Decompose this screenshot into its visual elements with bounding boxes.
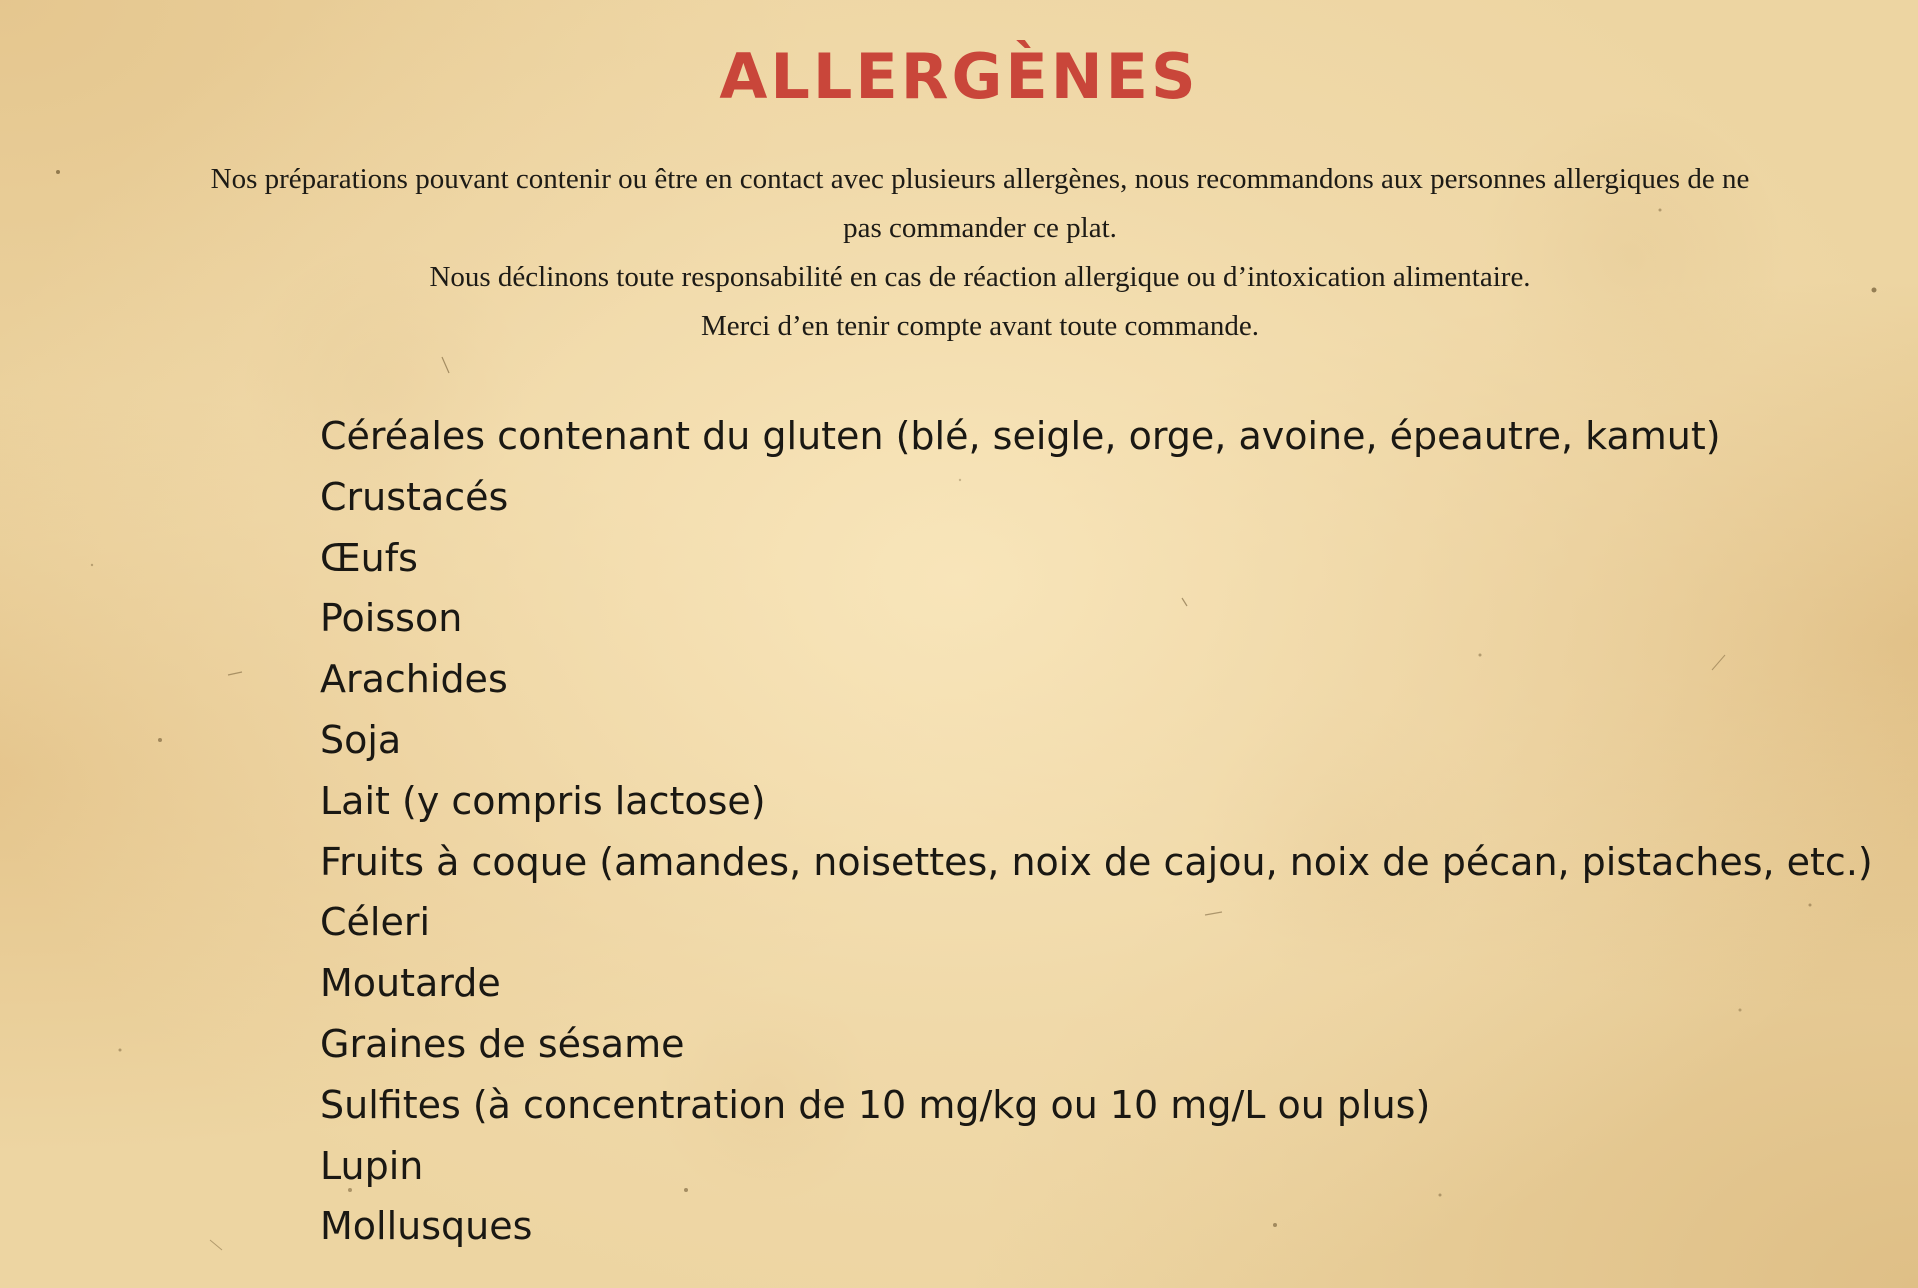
allergen-item-soy: Soja <box>320 717 402 762</box>
notice-line-1: Nos préparations pouvant contenir ou être en contact avec plusieurs allergènes, nous recommandons aux personnes allergiques de ne pas commander ce plat. <box>210 163 1750 244</box>
allergen-item-mustard: Moutarde <box>320 961 501 1006</box>
page-title: ALLERGÈNES <box>719 40 1199 113</box>
notice-line-3: Merci d’en tenir compte avant toute commande. <box>700 310 1260 342</box>
allergen-item-sesame: Graines de sésame <box>320 1021 685 1066</box>
allergen-item-milk: Lait (y compris lactose) <box>320 778 766 823</box>
allergen-item-sulphites: Sulfites (à concentration de 10 mg/kg ou 10 mg/L ou plus) <box>320 1082 1431 1127</box>
allergen-item-gluten: Céréales contenant du gluten (blé, seigle, orge, avoine, épeautre, kamut) <box>320 414 1721 458</box>
notice-line-2: Nous déclinons toute responsabilité en cas de réaction allergique ou d’intoxication alimentaire. <box>429 261 1531 293</box>
allergen-item-fish: Poisson <box>320 596 463 641</box>
allergen-item-molluscs: Mollusques <box>320 1204 533 1249</box>
allergen-item-crustaceans: Crustacés <box>320 474 509 519</box>
allergen-item-celery: Céleri <box>320 900 431 945</box>
allergen-notice <box>200 155 1760 351</box>
allergen-item-peanuts: Arachides <box>320 657 508 702</box>
allergen-item-eggs: Œufs <box>320 535 418 580</box>
allergen-item-lupin: Lupin <box>320 1143 424 1188</box>
allergen-item-nuts: Fruits à coque (amandes, noisettes, noix de cajou, noix de pécan, pistaches, etc.) <box>320 839 1873 884</box>
allergen-list <box>320 406 1873 1257</box>
